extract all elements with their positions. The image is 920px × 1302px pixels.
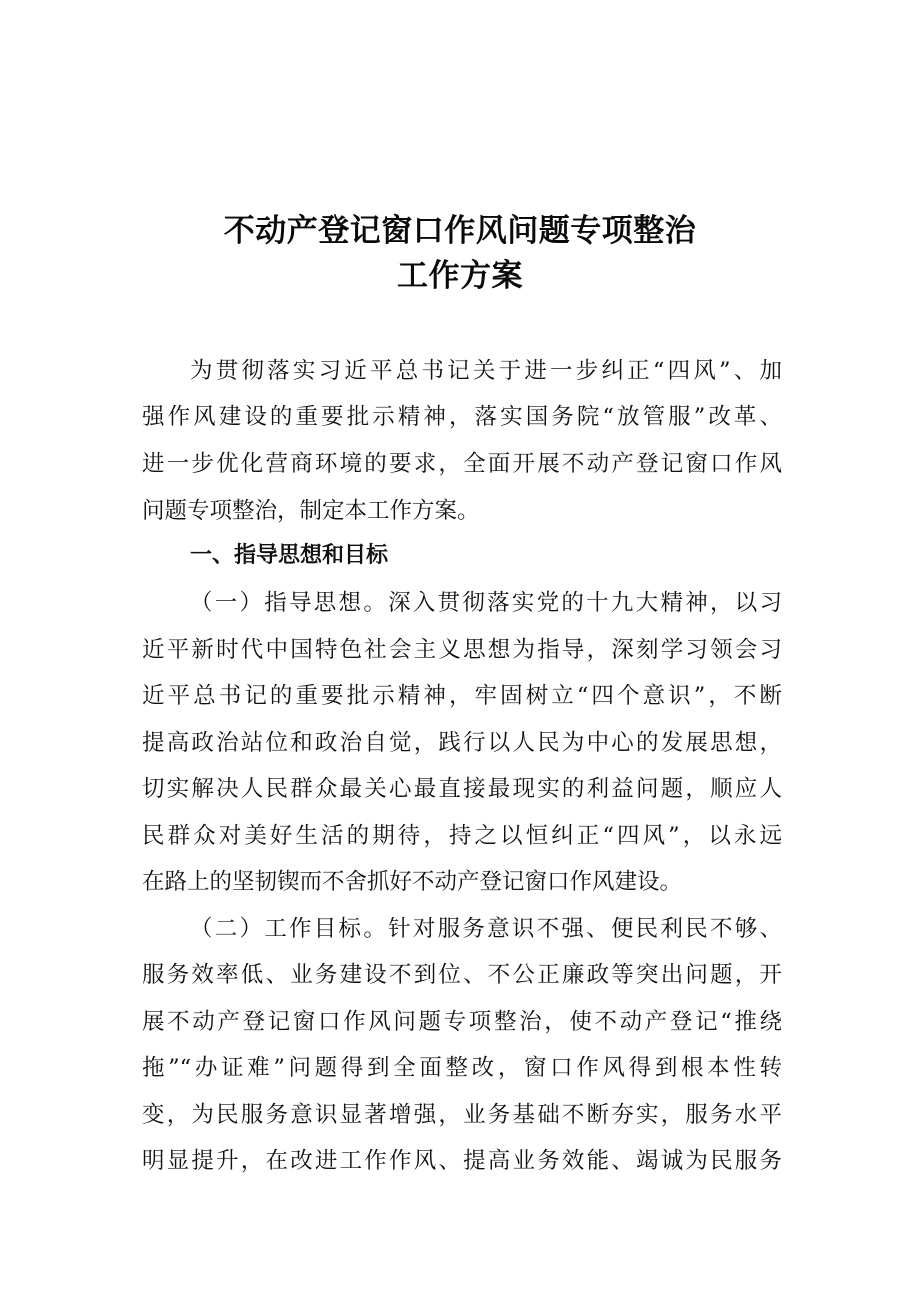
work-goal-line-2: 服务效率低、业务建设不到位、不公正廉政等突出问题，开 (142, 962, 782, 988)
intro-line-4: 问题专项整治，制定本工作方案。 (142, 498, 480, 524)
work-goal-line-4: 拖”“办证难”问题得到全面整改，窗口作风得到根本性转 (142, 1055, 782, 1081)
section-heading: 一、指导思想和目标 (190, 543, 389, 568)
guiding-thought-line-3: 近平总书记的重要批示精神，牢固树立“四个意识”，不断 (142, 683, 782, 709)
document-title-line-1: 不动产登记窗口作风问题专项整治 (223, 213, 697, 249)
work-goal-line-3: 展不动产登记窗口作风问题专项整治，使不动产登记“推绕 (142, 1009, 782, 1035)
guiding-thought-line-7: 在路上的坚韧锲而不舍抓好不动产登记窗口作风建设。 (142, 869, 683, 895)
guiding-thought-line-2: 近平新时代中国特色社会主义思想为指导，深刻学习领会习 (142, 637, 782, 663)
guiding-thought-line-6: 民群众对美好生活的期待，持之以恒纠正“四风”，以永远 (142, 823, 782, 849)
work-goal-line-5: 变，为民服务意识显著增强，业务基础不断夯实，服务水平 (142, 1102, 782, 1128)
guiding-thought-line-5: 切实解决人民群众最关心最直接最现实的利益问题，顺应人 (142, 776, 782, 802)
work-goal-line-6: 明显提升，在改进工作作风、提高业务效能、竭诚为民服务 (142, 1148, 782, 1174)
guiding-thought-line-4: 提高政治站位和政治自觉，践行以人民为中心的发展思想， (142, 730, 782, 756)
intro-line-3: 进一步优化营商环境的要求，全面开展不动产登记窗口作风 (142, 451, 782, 477)
document-title-line-2: 工作方案 (397, 258, 523, 294)
intro-line-2: 强作风建设的重要批示精神，落实国务院“放管服”改革、 (142, 404, 782, 430)
intro-line-1: 为贯彻落实习近平总书记关于进一步纠正“四风”、加 (190, 358, 782, 384)
guiding-thought-line-1: （一）指导思想。深入贯彻落实党的十九大精神，以习 (190, 590, 782, 616)
work-goal-line-1: （二）工作目标。针对服务意识不强、便民利民不够、 (190, 916, 782, 942)
